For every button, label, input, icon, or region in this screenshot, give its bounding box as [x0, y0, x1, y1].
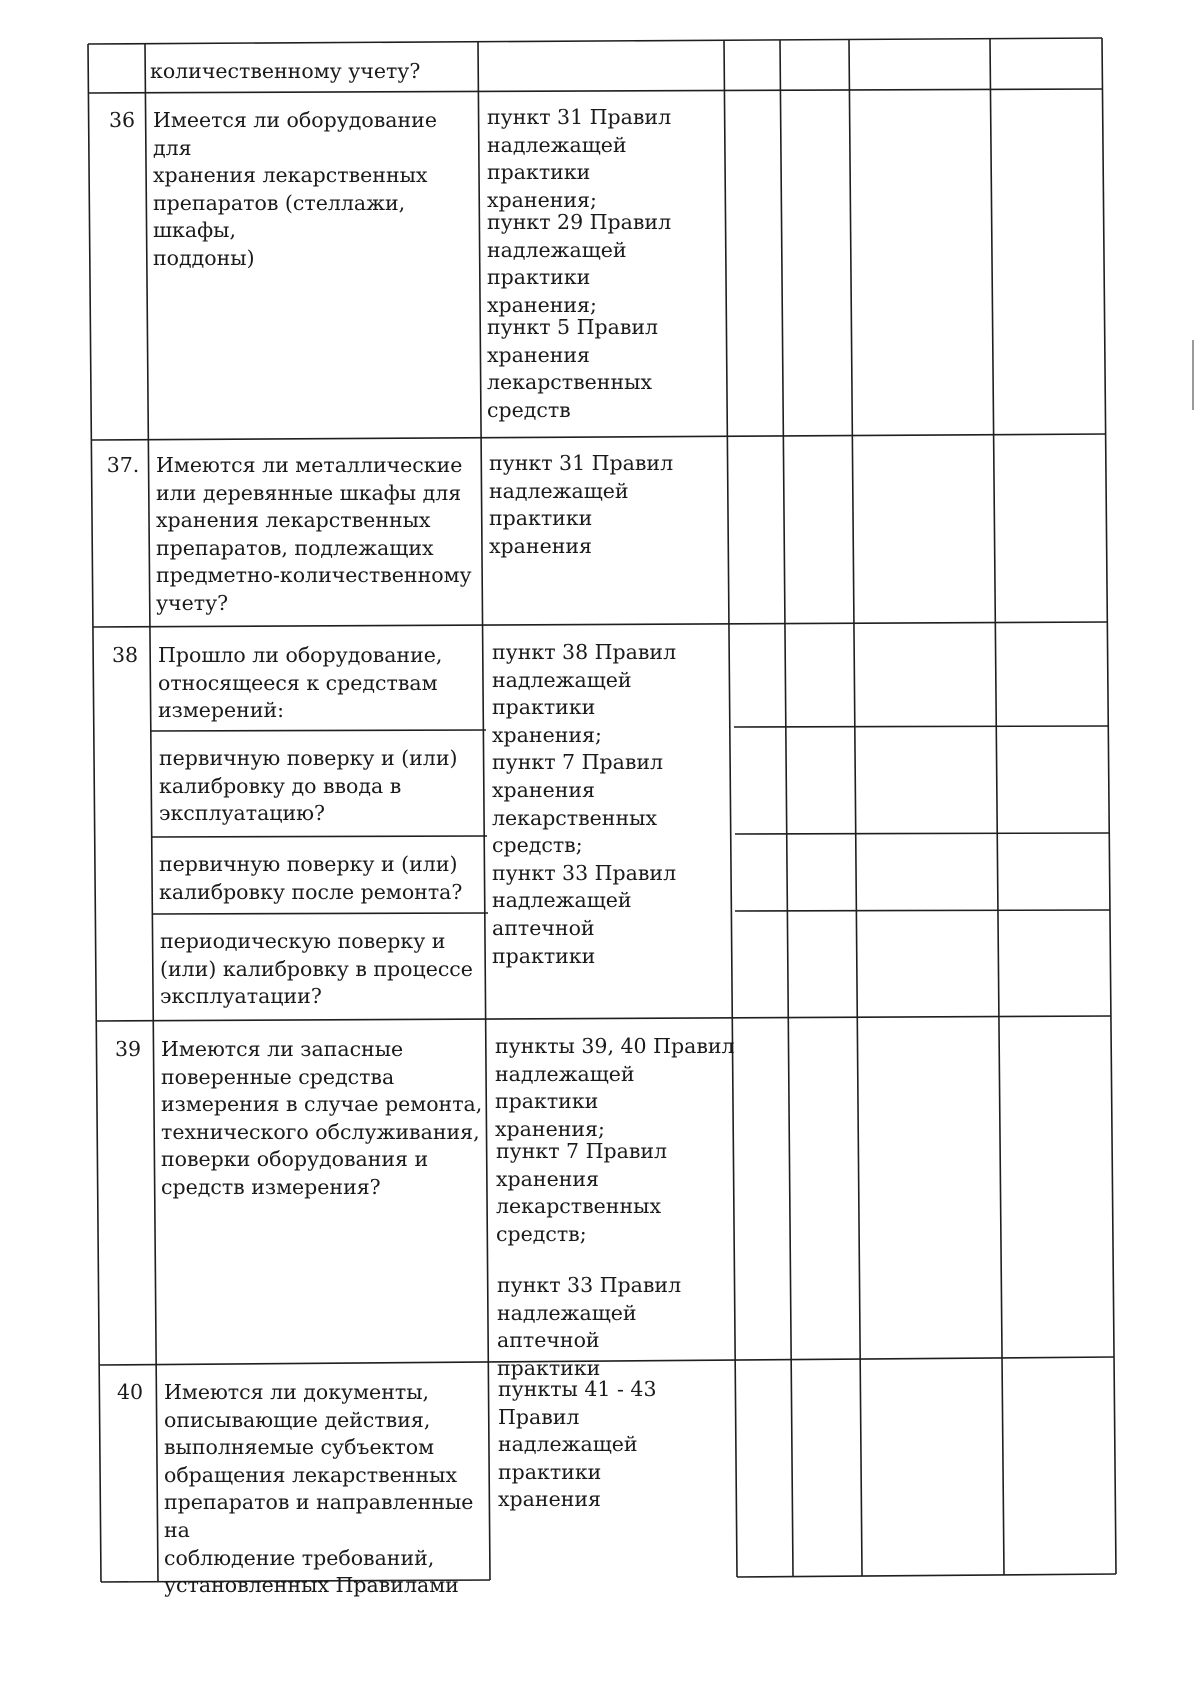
row-number-38: 38 [111, 643, 139, 667]
reference-cell-39-c: пункт 33 Правил надлежащей аптечной практики [497, 1273, 682, 1380]
row-number-36: 36 [108, 108, 136, 132]
reference-cell-39-a: пункты 39, 40 Правил надлежащей практики хранения; [495, 1034, 735, 1141]
row-number-40: 40 [116, 1380, 144, 1404]
question-cell-continuation: количественному учету? [150, 59, 421, 83]
reference-cell-38: пункт 38 Правил надлежащей практики хранения; пункт 7 Правил хранения лекарственных средств; пункт 33 Правил надлежащей аптечной практики [492, 640, 677, 968]
question-cell-37: Имеются ли металлические или деревянные шкафы для хранения лекарственных препаратов, подлежащих предметно-количественному учету? [156, 453, 472, 615]
reference-cell-36-b: пункт 29 Правил надлежащей практики хранения; [487, 210, 672, 317]
reference-cell-37: пункт 31 Правил надлежащей практики хранения [489, 451, 674, 558]
question-subitem-38-3: периодическую поверку и (или) калибровку в процессе эксплуатации? [160, 929, 473, 1009]
question-cell-36: Имеется ли оборудование для хранения лекарственных препаратов (стеллажи, шкафы, поддоны) [153, 108, 437, 270]
reference-cell-40: пункты 41 - 43 Правил надлежащей практики хранения [498, 1377, 657, 1512]
question-subitem-38-1: первичную поверку и (или) калибровку до ввода в эксплуатацию? [159, 746, 458, 826]
reference-cell-39-b: пункт 7 Правил хранения лекарственных средств; [496, 1139, 668, 1246]
row-number-39: 39 [114, 1037, 142, 1061]
question-cell-39: Имеются ли запасные поверенные средства измерения в случае ремонта, технического обслуживания, поверки оборудования и средств измерения? [161, 1037, 483, 1199]
row-number-37: 37. [106, 453, 140, 477]
reference-cell-36-a: пункт 31 Правил надлежащей практики хранения; [487, 105, 672, 212]
question-cell-40: Имеются ли документы, описывающие действия, выполняемые субъектом обращения лекарственных препаратов и направленные на соблюдение требований, установленных Правилами [164, 1380, 474, 1598]
reference-cell-36-c: пункт 5 Правил хранения лекарственных средств [487, 315, 659, 422]
scan-edge-mark [1192, 340, 1194, 410]
question-subitem-38-2: первичную поверку и (или) калибровку после ремонта? [159, 852, 463, 904]
question-cell-38: Прошло ли оборудование, относящееся к средствам измерений: [158, 643, 443, 723]
